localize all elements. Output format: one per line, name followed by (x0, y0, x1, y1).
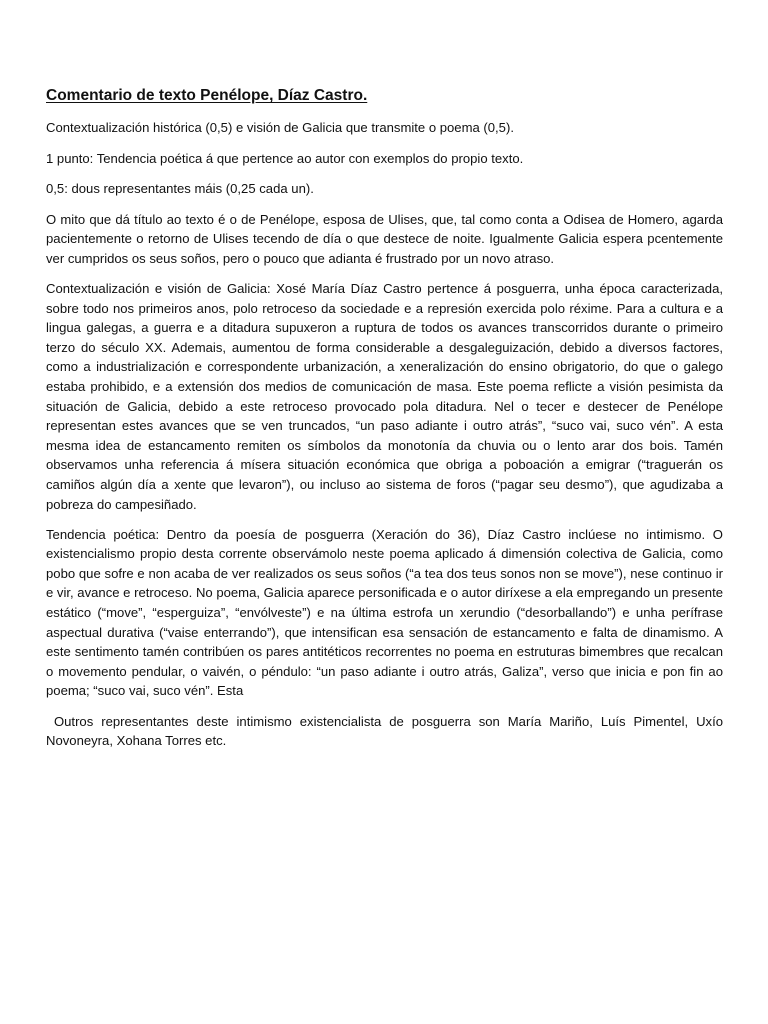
paragraph-criteria-representatives: 0,5: dous representantes máis (0,25 cada un). (46, 181, 314, 197)
paragraph-myth: O mito que dá título ao texto é o de Penélope, esposa de Ulises, que, tal como conta a Odisea de Homero, agarda pacientemente o retorno de Ulises tecendo de día o que destece de noite. Igualmente Galicia espera pcentemente ver cumpridos os seus soños, pero o pouco que adianta é frustrado por un novo atraso. (46, 211, 723, 266)
paragraph-poetic-tendency: Tendencia poética: Dentro da poesía de posguerra (Xeración do 36), Díaz Castro inclúese no intimismo. O existencialismo propio desta corrente observámolo neste poema aplicado á dimensión colectiva de Galicia, como pobo que sofre e non acaba de ver realizados os seus soños (“a tea dos teus sonos non se move”), nese continuo ir e vir, avance e retroceso. No poema, Galicia aparece personificada e o autor diríxese a ela empregando un presente estático (“move”, “esperguiza”, “envólveste”) e na última estrofa un xerundio (“desorballando”) e unha perífrase aspectual durativa (“vaise enterrando”), que intensifican esa sensación de estancamento e falta de dinamismo. A este sentimento tamén contribúen os pares antitéticos recorrentes no poema en estruturas bimembres que recalcan o movemento pendular, o vaivén, o péndulo: “un paso adiante i outro atrás, Galiza”, verso que inicia e pon fin ao poema; “suco vai, suco vén”. Esta (46, 526, 723, 699)
paragraph-criteria-context: Contextualización histórica (0,5) e visión de Galicia que transmite o poema (0,5). (46, 120, 514, 135)
paragraph-criteria-tendency: 1 punto: Tendencia poética á que pertence ao autor con exemplos do propio texto. (46, 150, 524, 166)
document-page (46, 86, 727, 761)
document-title: Comentario de texto Penélope, Díaz Castro. (46, 87, 368, 104)
paragraph-other-representatives: Outros representantes deste intimismo existencialista de posguerra son María Mariño, Luís Pimentel, Uxío Novoneyra, Xohana Torres etc. (46, 713, 727, 749)
paragraph-context-galicia: Contextualización e visión de Galicia: Xosé María Díaz Castro pertence á posguerra, unha época caracterizada, sobre todo nos primeiros anos, polo retroceso da sociedade e a represión exercida polo réxime. Para a cultura e a lingua galegas, a guerra e a ditadura supuxeron a ruptura de todos os avances transcorridos durante o primeiro terzo do século XX. Ademais, aumentou de forma considerable a desgaleguización, debido a diversos factores, como a industrialización e correspondente urbanización, a xeneralización do ensino obrigatorio, do que o galego estaba prohibido, e a extensión dos medios de comunicación de masa. Este poema reflicte a visión pesimista da situación de Galicia, debido a este retroceso provocado pola ditadura. Nel o tecer e destecer de Penélope representan estes avances que se ven truncados, “un paso adiante i outro atrás”, “suco vai, suco vén”. A esta mesma idea de estancamento remiten os símbolos da monotonía da chuvia ou o lento arar dos bois. Tamén observamos unha referencia á mísera situación económica que obriga a poboación a emigrar (“traguerán os camiños algún día a xente que levaron”), ou incluso ao sistema de foros (“pagar seu desmo”), que agudizaba a pobreza do campesiñado. (46, 281, 723, 512)
